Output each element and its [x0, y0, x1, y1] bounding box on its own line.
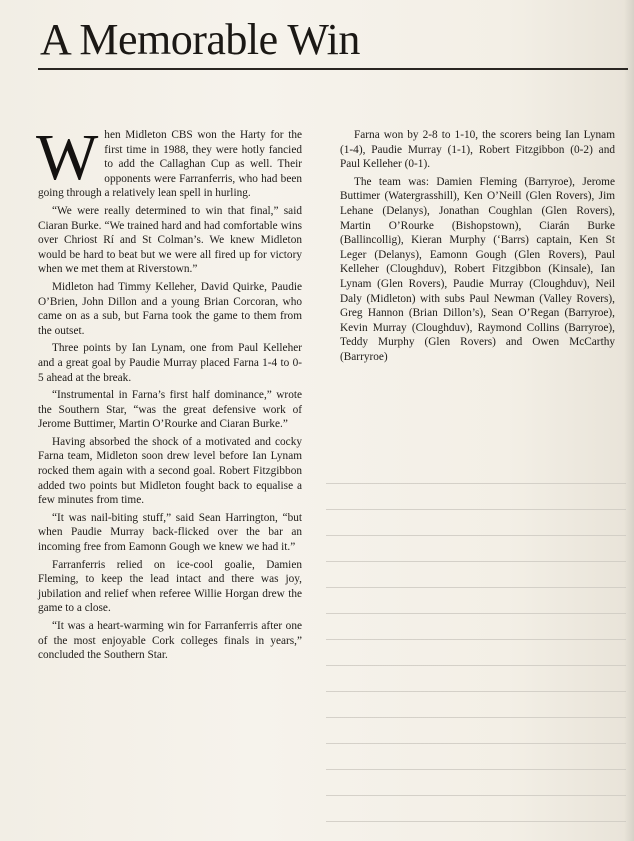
lined-paper-area — [326, 458, 626, 841]
paragraph: “Instrumental in Farna’s first half dominance,” wrote the Southern Star, “was the great defensive work of Jerome Buttimer, Martin O’Rourke and Ciaran Burke.” — [38, 389, 302, 431]
paragraph: “It was nail-biting stuff,” said Sean Harrington, “but when Paudie Murray back-flicked over the bar an incoming free from Eamonn Gough we knew we had it.” — [38, 511, 302, 554]
paragraph: “It was a heart-warming win for Farranferris after one of the most enjoyable Cork colleges finals in years,” concluded the Southern Star. — [38, 620, 302, 662]
paragraph — [36, 121, 302, 201]
paragraph: Farranferris relied on ice-cool goalie, Damien Fleming, to keep the lead intact and there was joy, jubilation and relief when referee Willie Horgan drew the game to a close. — [38, 558, 302, 615]
drop-cap: W — [36, 121, 99, 194]
page-title: A Memorable Win — [40, 15, 360, 64]
title-rule — [38, 68, 628, 70]
paragraph: Three points by Ian Lynam, one from Paul Kelleher and a great goal by Paudie Murray placed Farna 1-4 to 0-5 ahead at the break. — [38, 342, 302, 384]
paragraph: Midleton had Timmy Kelleher, David Quirke, Paudie O’Brien, John Dillon and a young Brian Corcoran, who came on as a sub, but Farna took the game to them from the outset. — [38, 280, 302, 337]
page-edge-shadow — [624, 0, 634, 841]
paragraph-text: hen Midleton CBS won the Harty for the first time in 1988, they were hotly fancied to add the Callaghan Cup as well. Their opponents were Farranferris, who had been going through a relatively lean spell in hurling. — [38, 129, 302, 200]
right-column — [340, 128, 615, 368]
paragraph: “We were really determined to win that final,” said Ciaran Burke. “We trained hard and had comfortable wins over Chriost Rí and St Colman’s. We knew Midleton would be hard to beat but we were all fired up for victory when we met them at Riverstown.” — [38, 204, 302, 276]
left-column — [36, 121, 302, 666]
paragraph-team: The team was: Damien Fleming (Barryroe), Jerome Buttimer (Watergrasshill), Ken O’Neill (Glen Rovers), Jim Lehane (Delanys), Jonathan Coughlan (Glen Rovers), Martin O’Rourke (Bishopstown), Ciarán Burke (Ballincollig), Kieran Murphy (‘Barrs) captain, Ken St Leger (Delanys), Eamonn Gough (Glen Rovers), Paul Kelleher (Cloughduv), Robert Fitzgibbon (Kinsale), Ian Lynam (Glen Rovers), Paudie Murray (Cloughduv), Neil Daly (Midleton) with subs Paul Newman (Valley Rovers), Greg Hannon (Brian Dillon’s), Sean O’Regan (Barryroe), Kevin Murray (Cloughduv), Raymond Collins (Barryroe), Teddy Murphy (Glen Rovers) and Owen McCarthy (Barryroe) — [340, 175, 615, 363]
paragraph: Having absorbed the shock of a motivated and cocky Farna team, Midleton soon drew level before Ian Lynam rocked them again with a second goal. Robert Fitzgibbon added two points but Midleton fought back to equalise a few minutes from time. — [38, 435, 302, 507]
paragraph-score: Farna won by 2-8 to 1-10, the scorers being Ian Lynam (1-4), Paudie Murray (1-1), Robert Fitzgibbon (0-2) and Paul Kelleher (0-1). — [340, 129, 615, 171]
